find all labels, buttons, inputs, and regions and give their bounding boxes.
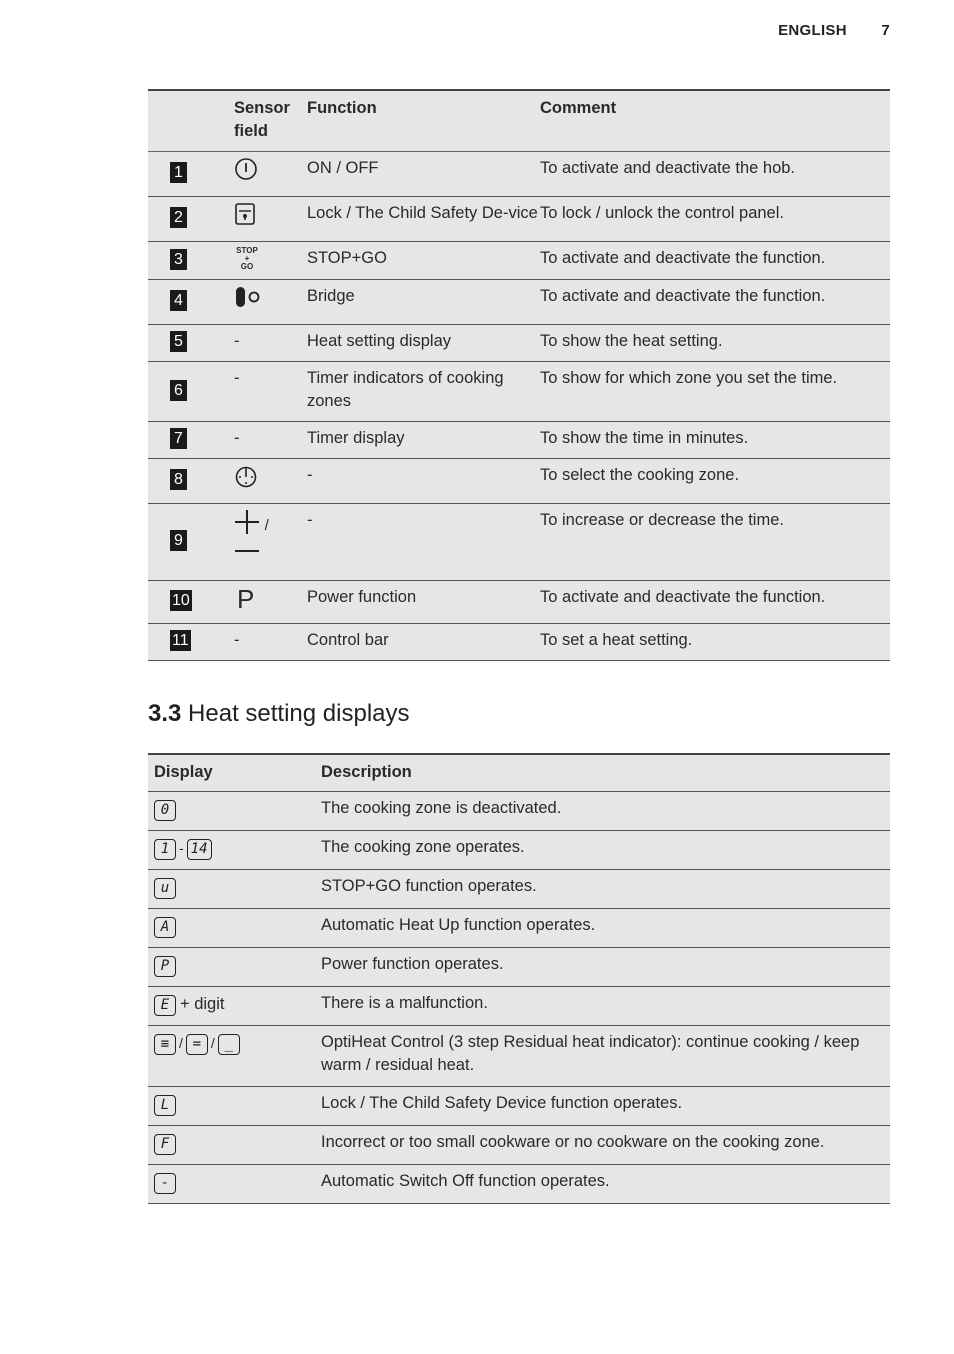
sensor-field-text: -: [234, 422, 307, 459]
display-symbol: _: [218, 1034, 240, 1055]
row-number-badge: 7: [170, 428, 187, 449]
display-symbol: P: [154, 956, 176, 977]
row-number-badge: 5: [170, 331, 187, 352]
function-text: Lock / The Child Safety De-vice: [307, 197, 540, 242]
heat-setting-display-table: [148, 753, 890, 1204]
table-row: [148, 362, 890, 422]
function-text: Timer display: [307, 422, 540, 459]
display-symbol: ≡: [154, 1034, 176, 1055]
description-text: STOP+GO function operates.: [315, 870, 890, 909]
stop-go-icon: [234, 247, 260, 271]
row-number-badge: 6: [170, 380, 187, 401]
table-row: [148, 948, 890, 987]
table-row: [148, 624, 890, 661]
table-row: [148, 1165, 890, 1204]
comment-text: To activate and deactivate the function.: [540, 242, 890, 280]
comment-text: To lock / unlock the control panel.: [540, 197, 890, 242]
section-number: 3.3: [148, 700, 182, 727]
column-header-number: [148, 90, 234, 152]
table-row: [148, 792, 890, 831]
table-row: [148, 459, 890, 504]
display-symbol: E: [154, 995, 176, 1016]
table-row: [148, 242, 890, 280]
display-symbol: u: [154, 878, 176, 899]
comment-text: To show the time in minutes.: [540, 422, 890, 459]
row-number-badge: 9: [170, 530, 187, 551]
function-text: Timer indicators of cooking zones: [307, 362, 540, 422]
function-text: ON / OFF: [307, 152, 540, 197]
row-number-badge: 1: [170, 162, 187, 183]
sensor-field-text: -: [234, 362, 307, 422]
description-text: Incorrect or too small cookware or no cookware on the cooking zone.: [315, 1126, 890, 1165]
column-header-display: Display: [148, 754, 315, 792]
power-icon: [234, 157, 258, 188]
page-header: [778, 22, 890, 39]
description-text: OptiHeat Control (3 step Residual heat indicator): continue cooking / keep warm / residual heat.: [315, 1026, 890, 1087]
table-row: [148, 1126, 890, 1165]
display-symbol: 1: [154, 839, 176, 860]
comment-text: To activate and deactivate the hob.: [540, 152, 890, 197]
column-header-description: Description: [315, 754, 890, 792]
description-text: Automatic Heat Up function operates.: [315, 909, 890, 948]
row-number-badge: 3: [170, 249, 187, 270]
table-row: [148, 1087, 890, 1126]
comment-text: To show for which zone you set the time.: [540, 362, 890, 422]
section-heading: [148, 700, 410, 728]
display-symbol: =: [186, 1034, 208, 1055]
description-text: Lock / The Child Safety Device function operates.: [315, 1087, 890, 1126]
lock-icon: [234, 202, 256, 233]
column-header-comment: Comment: [540, 90, 890, 152]
table-row: [148, 987, 890, 1026]
bridge-icon: [234, 285, 262, 316]
minus-icon: [234, 542, 260, 565]
display-symbol: L: [154, 1095, 176, 1116]
function-text: Control bar: [307, 624, 540, 661]
power-function-icon: P: [237, 584, 255, 614]
go-label: GO: [240, 262, 254, 271]
table-row: [148, 152, 890, 197]
comment-text: To show the heat setting.: [540, 325, 890, 362]
description-text: There is a malfunction.: [315, 987, 890, 1026]
table-row: [148, 581, 890, 624]
comment-text: To activate and deactivate the function.: [540, 581, 890, 624]
comment-text: To increase or decrease the time.: [540, 504, 890, 581]
section-title: Heat setting displays: [188, 700, 410, 727]
slash-separator: /: [210, 1034, 215, 1051]
comment-text: To select the cooking zone.: [540, 459, 890, 504]
slash-separator: /: [264, 517, 269, 534]
plus-icon: [234, 509, 260, 542]
function-text: -: [307, 459, 540, 504]
table-row: [148, 1026, 890, 1087]
function-text: -: [307, 504, 540, 581]
display-symbol: A: [154, 917, 176, 938]
display-symbol: -: [154, 1173, 176, 1194]
timer-icon: [234, 464, 258, 495]
row-number-badge: 4: [170, 290, 187, 311]
function-text: Power function: [307, 581, 540, 624]
table-row: [148, 831, 890, 870]
language-label: ENGLISH: [778, 22, 847, 39]
description-text: Power function operates.: [315, 948, 890, 987]
display-symbol: F: [154, 1134, 176, 1155]
description-text: Automatic Switch Off function operates.: [315, 1165, 890, 1204]
row-number-badge: 11: [172, 632, 189, 649]
table-row: [148, 197, 890, 242]
table-header-row: [148, 90, 890, 152]
row-number-badge: 8: [170, 469, 187, 490]
plus-label: +: [244, 254, 250, 263]
table-row: [148, 870, 890, 909]
description-text: The cooking zone is deactivated.: [315, 792, 890, 831]
page-number: 7: [881, 22, 890, 39]
display-symbol: 0: [154, 800, 176, 821]
digit-suffix: + digit: [180, 994, 225, 1013]
sensor-field-text: -: [234, 624, 307, 661]
sensor-field-table: [148, 89, 890, 661]
stop-label: STOP: [236, 246, 258, 255]
row-number-badge: 2: [170, 207, 187, 228]
comment-text: To activate and deactivate the function.: [540, 280, 890, 325]
sensor-field-text: -: [234, 325, 307, 362]
display-symbol: 14: [187, 839, 212, 860]
table-header-row: [148, 754, 890, 792]
column-header-function: Function: [307, 90, 540, 152]
row-number-badge: 10: [172, 592, 190, 609]
table-row: [148, 325, 890, 362]
comment-text: To set a heat setting.: [540, 624, 890, 661]
column-header-sensor-field: Sensor field: [234, 90, 307, 152]
function-text: Heat setting display: [307, 325, 540, 362]
function-text: STOP+GO: [307, 242, 540, 280]
function-text: Bridge: [307, 280, 540, 325]
table-row: [148, 504, 890, 581]
slash-separator: /: [179, 1034, 183, 1051]
table-row: [148, 422, 890, 459]
description-text: The cooking zone operates.: [315, 831, 890, 870]
range-separator: -: [179, 839, 184, 856]
table-row: [148, 909, 890, 948]
table-row: [148, 280, 890, 325]
